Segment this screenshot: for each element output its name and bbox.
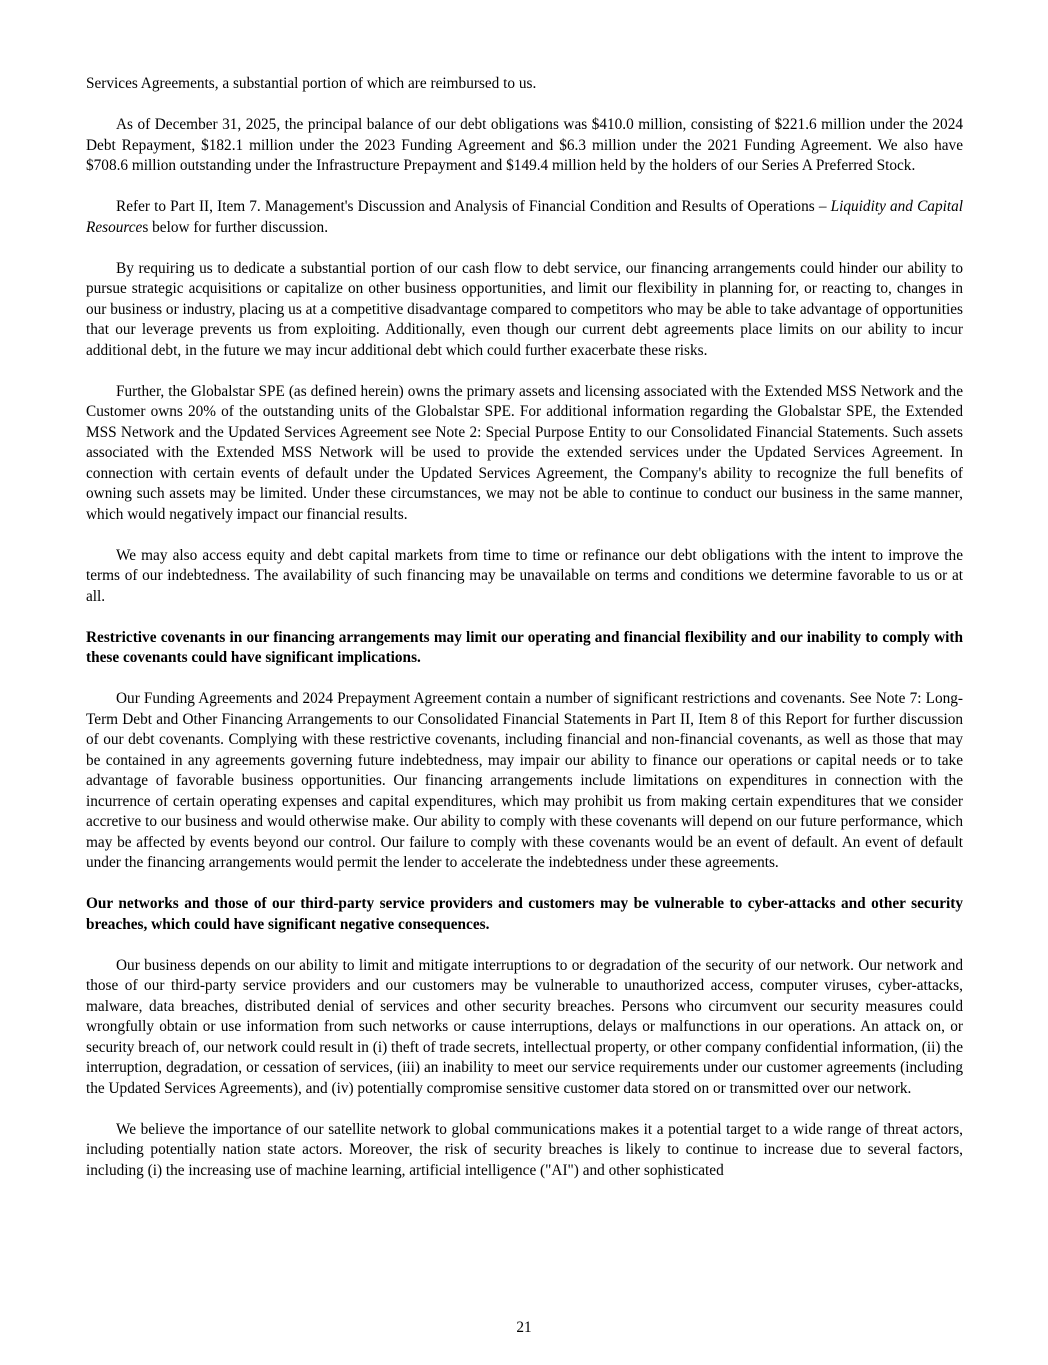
paragraph-debt-balance: As of December 31, 2025, the principal balance of our debt obligations was $410.0 million, consisting of $221.6 million under the 2024 Debt Repayment, $182.1 million under the 2023 Funding Agreement and $6.3 million under the 2021 Funding Agreement. We also have $708.6 million outstanding under the Infrastructure Prepayment and $149.4 million held by the holders of our Series A Preferred Stock. (86, 116, 963, 174)
liquidity-section-reference: Liquidity and Capital Resource (86, 198, 963, 236)
paragraph-network-security: Our business depends on our ability to limit and mitigate interruptions to or degradation of the security of our network. Our network and those of our third-party service providers and our customers may be vulnerable to unauthorized access, computer viruses, cyber-attacks, malware, data breaches, distributed denial of services and other security breaches. Persons who circumvent our security measures could wrongfully obtain or use information from such networks or cause interruptions, delays or malfunctions in our operations. An attack on, or security breach of, our network could result in (i) theft of trade secrets, intellectual property, or other company confidential information, (ii) the interruption, degradation, or cessation of services, (iii) an inability to meet our service requirements under our customer agreements (including the Updated Services Agreements), and (iv) potentially compromise sensitive customer data stored on or transmitted over our network. (86, 956, 963, 1097)
paragraph-funding-agreements: Our Funding Agreements and 2024 Prepayment Agreement contain a number of significant restrictions and covenants. See Note 7: Long-Term Debt and Other Financing Arrangements to our Consolidated Financial Statements in Part II, Item 8 of this Report for further discussion of our debt covenants. Complying with these restrictive covenants, including financial and non-financial covenants, as well as those that may be contained in any agreements governing future indebtedness, may impair our ability to finance our operations or capital needs or to take advantage of favorable business opportunities. Our financing arrangements include limitations on expenditures in connection with the incurrence of certain operating expenses and capital expenditures, which may prohibit us from making certain expenditures that we consider accretive to our business and would otherwise make. Our ability to comply with these covenants will depend on our future performance, which may be affected by events beyond our control. Our failure to comply with these covenants would be an event of default. An event of default under the financing arrangements would permit the lender to accelerate the indebtedness under these agreements. (86, 690, 963, 871)
paragraph-threat-actors: We believe the importance of our satellite network to global communications makes it a potential target to a wide range of threat actors, including potentially nation state actors. Moreover, the risk of security breaches is likely to continue to increase due to several factors, including (i) the increasing use of machine learning, artificial intelligence ("AI") and other sophisticated (86, 1120, 963, 1179)
paragraph-globalstar-spe: Further, the Globalstar SPE (as defined herein) owns the primary assets and licensing associated with the Extended MSS Network and the Customer owns 20% of the outstanding units of the Globalstar SPE. For additional information regarding the Globalstar SPE, the Extended MSS Network and the Updated Services Agreement see Note 2: Special Purpose Entity to our Consolidated Financial Statements. Such assets associated with the Extended MSS Network will be used to provide the extended services under the Updated Services Agreement. In connection with certain events of default under the Updated Services Agreement, the Company's ability to recognize the full benefits of owning such assets may be limited. Under these circumstances, we may not be able to continue to conduct our business in the same manner, which would negatively impact our financial results. (86, 382, 963, 523)
paragraph-refer-liquidity (86, 197, 963, 238)
refer-text-end: s below for further discussion. (142, 218, 329, 236)
paragraph-debt-service: By requiring us to dedicate a substantial portion of our cash flow to debt service, our financing arrangements could hinder our ability to pursue strategic acquisitions or capitalize on other business opportunities, and limit our flexibility in planning for, or reacting to, changes in our business or industry, placing us at a competitive disadvantage compared to competitors who may be able to take advantage of opportunities that our leverage prevents us from exploiting. Additionally, even though our current debt agreements place limits on our ability to incur additional debt, in the future we may incur additional debt which could further exacerbate these risks. (86, 259, 963, 359)
page-number: 21 (516, 1319, 532, 1336)
heading-restrictive-covenants: Restrictive covenants in our financing arrangements may limit our operating and financial flexibility and our inability to comply with these covenants could have significant implications. (86, 628, 963, 666)
refer-text: Refer to Part II, Item 7. Management's Discussion and Analysis of Financial Condition and Results of Operations – (116, 198, 831, 215)
heading-cyber-attacks: Our networks and those of our third-party service providers and customers may be vulnerable to cyber-attacks and other security breaches, which could have significant negative consequences. (86, 895, 963, 933)
document-body (86, 74, 963, 1202)
paragraph-continuation: Services Agreements, a substantial portion of which are reimbursed to us. (86, 75, 537, 92)
paragraph-capital-markets: We may also access equity and debt capital markets from time to time or refinance our debt obligations with the intent to improve the terms of our indebtedness. The availability of such financing may be unavailable on terms and conditions we determine favorable to us or at all. (86, 546, 963, 605)
